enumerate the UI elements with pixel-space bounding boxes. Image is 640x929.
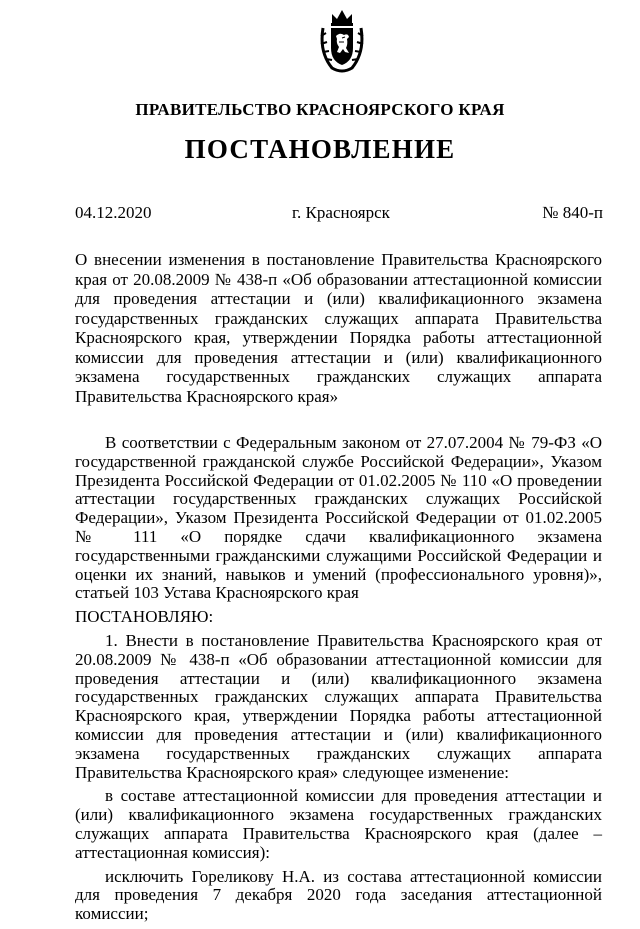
document-number: № 840-п <box>542 203 603 222</box>
preamble-paragraph: В соответствии с Федеральным законом от 27.07.2004 № 79-ФЗ «О государственной гражданской службе Российской Федерации», Указом Президента Российской Федерации от 01.02.2005 № 110 «О проведении аттестации государственных гражданских служащих Российской Федерации», Указом Президента Российской Федерации от 01.02.2005 № 111 «О порядке сдачи квалификационного экзамена государственными гражданскими служащими Российской Федерации и оценки их знаний, навыков и умений (профессионального уровня)», статьей 103 Устава Красноярского края <box>75 433 602 603</box>
coat-of-arms-icon <box>318 6 366 76</box>
document-type-title: ПОСТАНОВЛЕНИЕ <box>184 134 456 164</box>
government-name: ПРАВИТЕЛЬСТВО КРАСНОЯРСКОГО КРАЯ <box>135 100 505 119</box>
document-date: 04.12.2020 <box>75 203 152 222</box>
change-1-paragraph: в составе аттестационной комиссии для проведения аттестации и (или) квалификационного экзамена государственных гражданских служащих аппарата Правительства Красноярского края (далее – аттестационная комиссия): <box>75 786 602 862</box>
document-city: г. Красноярск <box>292 203 390 222</box>
resolve-heading: ПОСТАНОВЛЯЮ: <box>75 607 214 627</box>
item-1-paragraph: 1. Внести в постановление Правительства Красноярского края от 20.08.2009 № 438-п «Об образовании аттестационной комиссии для проведения аттестации и (или) квалификационного экзамена государственных гражданских служащих аппарата Правительства Красноярского края, утверждении Порядка работы аттестационной комиссии для проведения аттестации и (или) квалификационного экзамена государственных гражданских служащих аппарата Правительства Красноярского края» следующее изменение: <box>75 630 602 782</box>
change-2-paragraph: исключить Гореликову Н.А. из состава аттестационной комиссии для проведения 7 декабря 2020 года заседания аттестационной комиссии; <box>75 866 602 924</box>
document-subject: О внесении изменения в постановление Правительства Красноярского края от 20.08.2009 № 438-п «Об образовании аттестационной комиссии для проведения аттестации и (или) квалификационного экзамена государственных гражданских служащих аппарата Правительства Красноярского края, утверждении Порядка работы аттестационной комиссии для проведения аттестации и (или) квалификационного экзамена государственных гражданских служащих аппарата Правительства Красноярского края» <box>75 250 602 406</box>
document-body <box>75 434 602 929</box>
